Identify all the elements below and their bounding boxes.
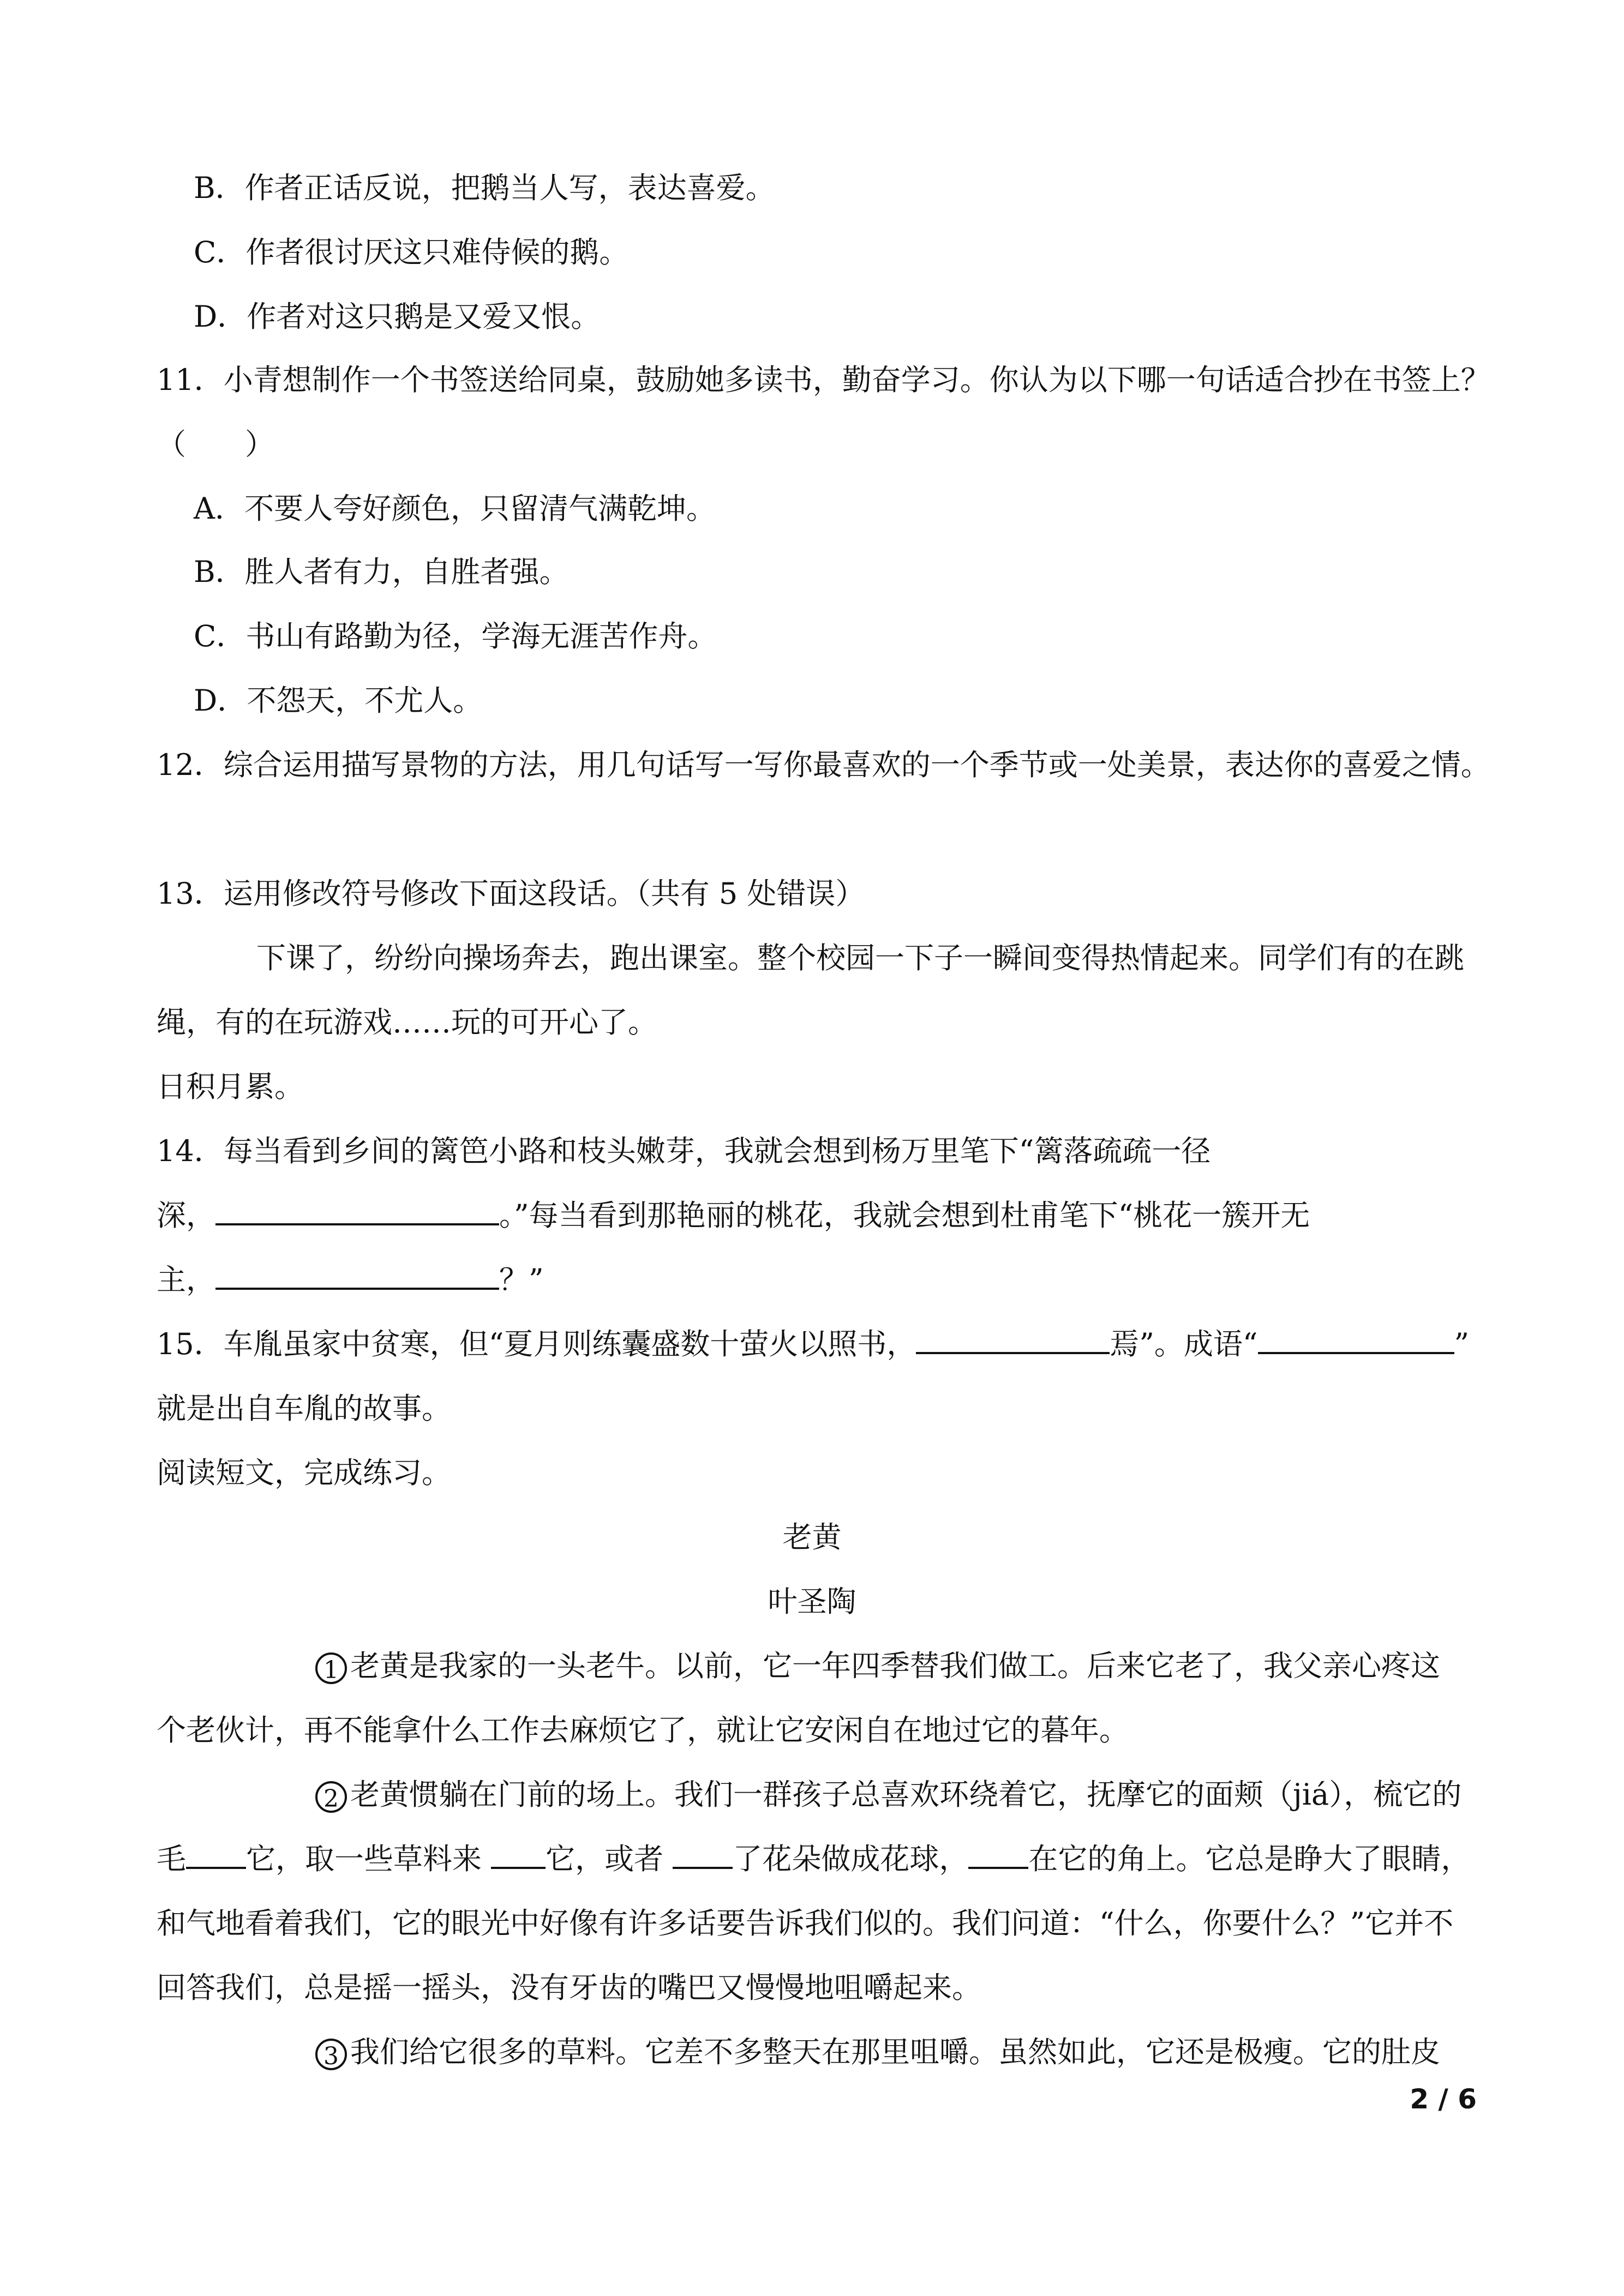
passage-blank-4[interactable] [968, 1842, 1028, 1869]
q14-line3-rest: ？” [499, 1263, 544, 1297]
q11-option-c: C．书山有路勤为径，学海无涯苦作舟。 [194, 619, 717, 653]
q13-paragraph-line2: 绳，有的在玩游戏……玩的可开心了。 [157, 1005, 657, 1039]
passage-p2-text-a: 毛 [157, 1842, 186, 1876]
q14-line2-prefix: 深， [157, 1198, 215, 1233]
q14-line3-prefix: 主， [157, 1263, 215, 1297]
passage-p3-line1 [315, 2033, 1440, 2071]
passage-p2-text-c: 它，或者 [546, 1842, 673, 1876]
paragraph-number-3: 3 [315, 2039, 347, 2070]
q14-line2-rest: 。”每当看到那艳丽的桃花，我就会想到杜甫笔下“桃花一簇开无 [499, 1198, 1310, 1233]
passage-blank-1[interactable] [186, 1842, 246, 1869]
q11-option-b: B．胜人者有力，自胜者强。 [194, 555, 569, 589]
q10-option-d: D．作者对这只鹅是又爱又恨。 [194, 299, 601, 334]
passage-p2-text-d: 了花朵做成花球， [733, 1842, 969, 1876]
q11-answer-paren: （ ） [157, 427, 274, 461]
passage-p1-line1 [315, 1647, 1440, 1685]
section-title: 日积月累。 [157, 1069, 304, 1104]
q14-blank-2[interactable] [215, 1263, 499, 1290]
passage-blank-2[interactable] [491, 1842, 546, 1869]
q11-stem: 11．小青想制作一个书签送给同桌，鼓励她多读书，勤奋学习。你认为以下哪一句话适合抄在书签上？ [157, 363, 1490, 397]
q13-paragraph-line1: 下课了，纷纷向操场奔去，跑出课室。整个校园一下子一瞬间变得热情起来。同学们有的在跳 [256, 941, 1464, 975]
passage-p2-line2 [157, 1840, 1470, 1878]
passage-blank-3[interactable] [673, 1842, 733, 1869]
passage-p2-line4: 回答我们，总是摇一摇头，没有牙齿的嘴巴又慢慢地咀嚼起来。 [157, 1970, 981, 2005]
q14-line2 [157, 1197, 1310, 1235]
paragraph-number-2: 2 [315, 1781, 347, 1813]
q15-blank-2[interactable] [1258, 1327, 1454, 1354]
passage-p3-line1-text: 我们给它很多的草料。它差不多整天在那里咀嚼。虽然如此，它还是极瘦。它的肚皮 [350, 2035, 1440, 2069]
q15-line1-end: ” [1454, 1327, 1470, 1361]
q14-line1: 14．每当看到乡间的篱笆小路和枝头嫩芽，我就会想到杨万里笔下“篱落疏疏一径 [157, 1134, 1211, 1168]
passage-author: 叶圣陶 [768, 1584, 856, 1619]
q15-blank-1[interactable] [916, 1327, 1110, 1354]
passage-p2-text-e: 在它的角上。它总是睁大了眼睛， [1028, 1842, 1471, 1876]
q15-line2: 就是出自车胤的故事。 [157, 1391, 451, 1426]
q15-line1 [157, 1325, 1469, 1363]
passage-p2-line3: 和气地看着我们，它的眼光中好像有许多话要告诉我们似的。我们问道：“什么，你要什么？”它并不 [157, 1906, 1454, 1940]
passage-p2-text-b: 它，取一些草料来 [246, 1842, 492, 1876]
q11-option-d: D．不怨天，不尤人。 [194, 683, 483, 718]
passage-p2-line1 [315, 1776, 1461, 1814]
q15-line1-mid: 焉”。成语“ [1110, 1327, 1258, 1361]
q15-line1-text: 15．车胤虽家中贫寒，但“夏月则练囊盛数十萤火以照书， [157, 1327, 916, 1361]
page-number: 2 / 6 [1410, 2083, 1477, 2115]
passage-title: 老黄 [782, 1520, 842, 1554]
reading-intro: 阅读短文，完成练习。 [157, 1456, 451, 1490]
q12-stem: 12．综合运用描写景物的方法，用几句话写一写你最喜欢的一个季节或一处美景，表达你的喜爱之情。 [157, 748, 1490, 782]
passage-p1-line1-text: 老黄是我家的一头老牛。以前，它一年四季替我们做工。后来它老了，我父亲心疼这 [350, 1649, 1440, 1683]
q13-stem: 13．运用修改符号修改下面这段话。（共有 5 处错误） [157, 876, 865, 911]
q14-blank-1[interactable] [215, 1198, 499, 1225]
passage-p2-line1-text: 老黄惯躺在门前的场上。我们一群孩子总喜欢环绕着它，抚摩它的面颊（jiá），梳它的 [350, 1777, 1462, 1812]
q11-option-a: A．不要人夸好颜色，只留清气满乾坤。 [194, 491, 716, 526]
q10-option-c: C．作者很讨厌这只难侍候的鹅。 [194, 235, 629, 269]
paragraph-number-1: 1 [315, 1652, 347, 1684]
passage-p1-line2: 个老伙计，再不能拿什么工作去麻烦它了，就让它安闲自在地过它的暮年。 [157, 1713, 1129, 1747]
q14-line3 [157, 1261, 544, 1299]
q10-option-b: B．作者正话反说，把鹅当人写，表达喜爱。 [194, 171, 775, 205]
